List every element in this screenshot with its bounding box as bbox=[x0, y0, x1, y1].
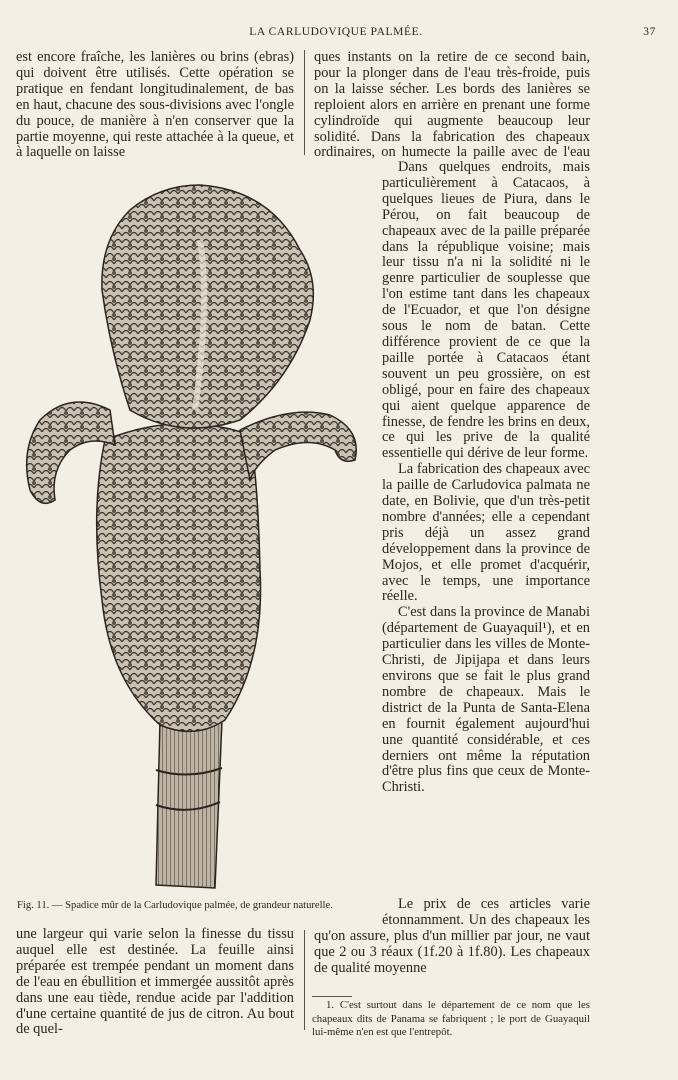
right-top-text bbox=[314, 50, 590, 160]
column-divider-bottom bbox=[304, 930, 305, 1030]
running-title: LA CARLUDOVIQUE PALMÉE. bbox=[249, 26, 423, 38]
right-caption-side-text bbox=[382, 897, 590, 929]
left-bottom-text bbox=[16, 927, 294, 1038]
left-top-text bbox=[16, 50, 294, 161]
right-bottom-text bbox=[314, 929, 590, 993]
footnote-rule bbox=[312, 996, 352, 997]
column-divider-top bbox=[304, 50, 305, 155]
right-side-text bbox=[382, 160, 590, 895]
footnote bbox=[312, 999, 590, 1040]
paragraph: La fabrication des chapeaux avec la paille de Carludovica palmata ne date, en Bolivie, que d'un très-petit nombre d'années; elle a cependant pris déjà un assez grand développement dans la province de Mojos, et elle promet d'acquérir, avec le temps, une importance réelle. bbox=[382, 461, 590, 605]
paragraph: Dans quelques endroits, mais particulièrement à Catacaos, à quelques lieues de Piura, dans le Pérou, on fait beaucoup de chapeaux avec de la paille préparée dans la république voisine; mais leur tissu n'a ni la solidité ni le genre particulier de souplesse que l'on estime tant dans les chapeaux de l'Ecuador, et que l'on désigne sous le nom de batan. Cette différence provient de ce que la paille portée à Catacaos étant souvent un peu grossière, on est obligé, pour en faire des chapeaux qui aient quelque apparence de finesse, de fendre les brins en deux, ce qui les prive de la qualité essentielle qui dérive de leur forme. bbox=[382, 160, 590, 462]
figure-caption: Fig. 11. — Spadice mûr de la Carludovique palmée, de grandeur naturelle. bbox=[17, 900, 333, 911]
paragraph: est encore fraîche, les lanières ou brins (ebras) qui doivent être utilisés. Cette opération se pratique en fendant longitudinalement, de bas en haut, chacune des sous-divisions avec l'ongle du pouce, de manière à n'en conserver que la partie moyenne, qui reste attachée à la queue, et à laquelle on laisse bbox=[16, 49, 294, 161]
footnote-text: 1. C'est surtout dans le département de ce nom que les chapeaux dits de Panama se fabriquent ; le port de Guayaquil lui-même n'en est que l'entrepôt. bbox=[312, 999, 590, 1038]
paragraph: C'est dans la province de Manabi (département de Guayaquil¹), et en particulier dans les villes de Monte-Christi, de Jipijapa et dans leurs environs que se fait le plus grand nombre de chapeaux. Mais le district de la Punta de Santa-Elena en fournit également aujourd'hui une quantité considérable, et ces derniers ont même la réputation d'être plus fins que ceux de Monte-Christi. bbox=[382, 604, 590, 796]
paragraph: une largeur qui varie selon la finesse du tissu auquel elle est destinée. La feuille ainsi préparée est trempée pendant un moment dans de l'eau en ébullition et immergée aussitôt après dans une eau tiède, rendue acide par l'addition d'une certaine quantité de jus de citron. Au bout de quel- bbox=[16, 926, 294, 1038]
spadix-illustration bbox=[10, 180, 370, 895]
paragraph: ques instants on la retire de ce second bain, pour la plonger dans de l'eau très-froide, puis on la laisse sécher. Les bords des lanières se reploient alors en arrière en prenant une forme cylindroïde qui augmente beaucoup leur solidité. Dans la fabrication des chapeaux ordinaires, on humecte la paille avec de l'eau bbox=[314, 50, 590, 160]
running-header bbox=[16, 26, 656, 44]
paragraph: qu'on assure, plus d'un millier par jour, ne vaut que 2 ou 3 réaux (1f.20 à 1f.80). Les chapeaux de qualité moyenne bbox=[314, 929, 590, 976]
paragraph: Le prix de ces articles varie étonnamment. Un des chapeaux les bbox=[382, 897, 590, 928]
spadix-engraving bbox=[10, 180, 370, 895]
page-number: 37 bbox=[643, 26, 656, 38]
